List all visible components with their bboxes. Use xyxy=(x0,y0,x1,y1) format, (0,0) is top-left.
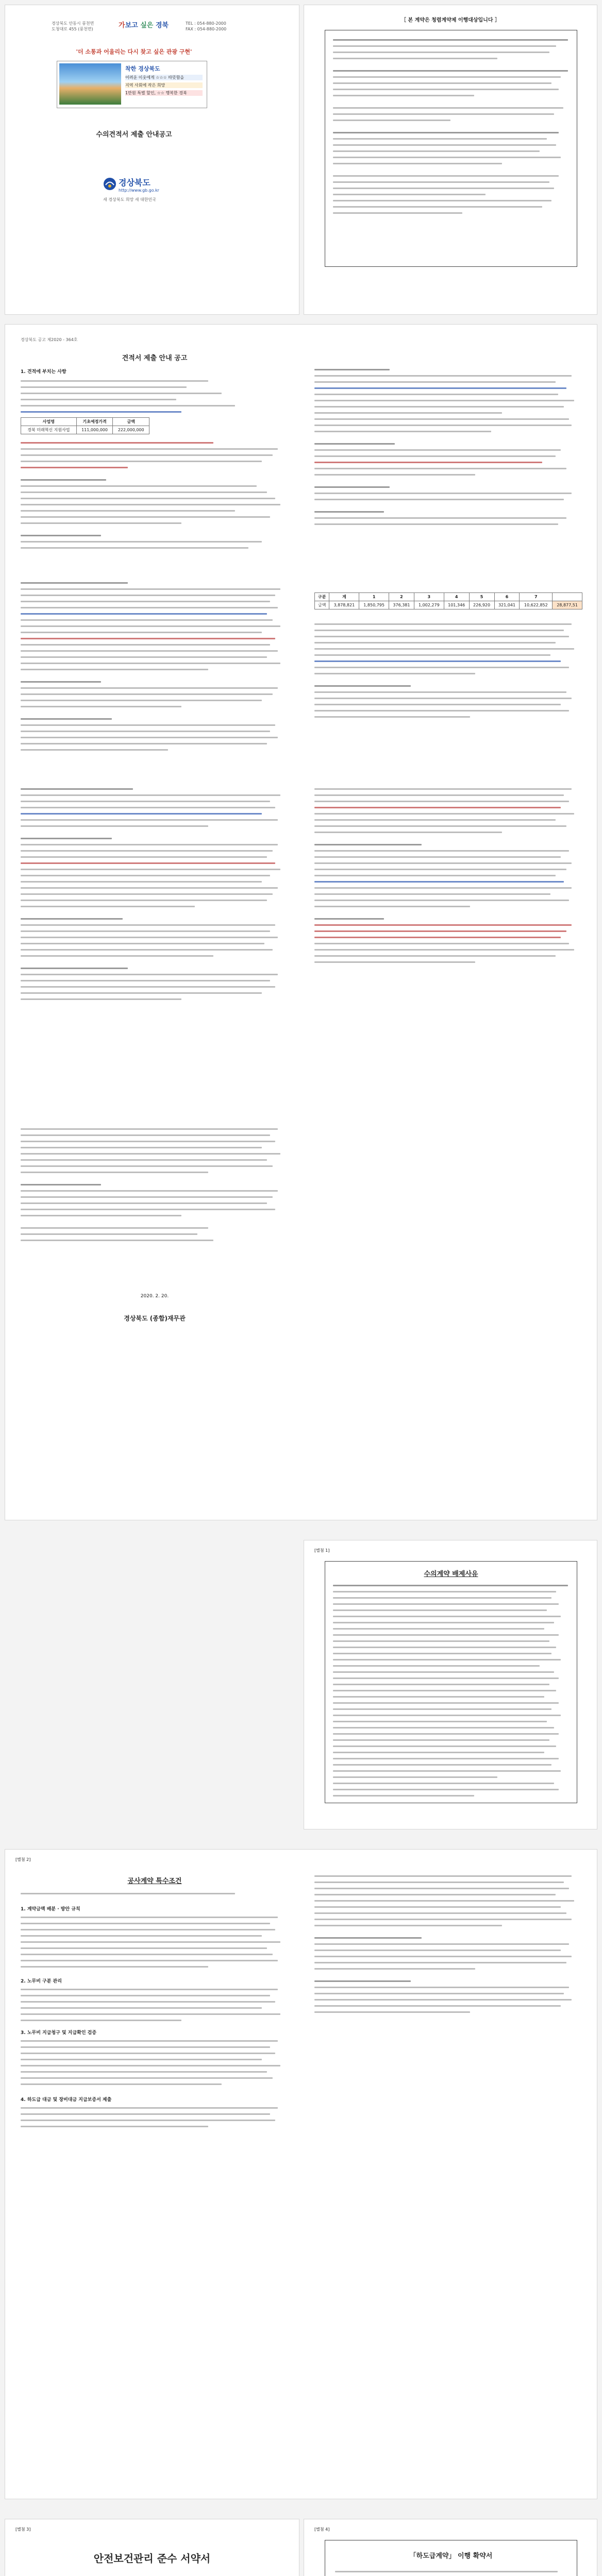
logo-caption: 새 경상북도 희망 새 대한민국 xyxy=(103,197,156,202)
attachment-3-page xyxy=(5,2519,299,2576)
budget-cell: 경북 미래혁신 지원사업 xyxy=(21,426,77,434)
cost-header xyxy=(553,593,582,601)
header-logo-text: 가보고 싶은 경북 xyxy=(119,22,169,29)
integrity-title: ［ 본 계약은 청렴계약제 이행대상입니다 ］ xyxy=(401,18,500,23)
attachment-2-right-text xyxy=(314,1875,582,2018)
logo-url: http://www.gb.go.kr xyxy=(119,188,159,193)
attachment-4-page xyxy=(304,2519,597,2576)
announcement-page xyxy=(5,325,597,1520)
cost-cell: 28,877,51 xyxy=(553,601,582,609)
fax-line: FAX : 054-880-2000 xyxy=(186,27,227,31)
banner-line: 1만원 특별 할인, ☆☆ 행복한 경북 xyxy=(125,90,203,96)
attachment-2-page xyxy=(5,1850,597,2499)
gyeongbuk-emblem-icon xyxy=(103,177,116,191)
attachment-3-label: [별첨 3] xyxy=(15,2527,31,2532)
budget-header: 금액 xyxy=(113,418,149,426)
cost-breakdown-table xyxy=(314,592,582,609)
attachment-1-title: 수의계약 배제사유 xyxy=(424,1570,478,1578)
left-column-text-1 xyxy=(21,380,289,417)
cost-header: 6 xyxy=(494,593,520,601)
left-column-text-5 xyxy=(21,1128,289,1246)
slogan: '더 소통과 어울리는 다시 찾고 싶은 관광 구현' xyxy=(76,48,192,55)
notice-title: 수의견적서 제출 안내공고 xyxy=(96,131,172,139)
attachment-2-text-4 xyxy=(21,2107,289,2132)
cost-cell: 3,878,821 xyxy=(329,601,359,609)
section-1-caption: 1. 견적에 부치는 사항 xyxy=(21,369,66,375)
attachment-1-text xyxy=(333,1585,568,1801)
attachment-2-label: [별첨 2] xyxy=(15,1857,31,1862)
cost-cell: 376,381 xyxy=(389,601,414,609)
header-contact xyxy=(186,21,226,32)
integrity-text xyxy=(333,39,568,218)
attachment-2-sub-3: 3. 노무비 지급청구 및 지급확인 검증 xyxy=(21,2030,97,2036)
header-address xyxy=(52,21,94,32)
integrity-page xyxy=(304,5,597,314)
cost-cell: 226,920 xyxy=(469,601,494,609)
promo-banner xyxy=(57,61,207,108)
attachment-4-text xyxy=(335,2571,567,2576)
signing-date: 2020. 2. 20. xyxy=(140,1294,169,1299)
landscape-photo xyxy=(59,63,121,105)
attachment-1-label: [별첨 1] xyxy=(314,1548,330,1553)
left-column-text-3 xyxy=(21,582,289,755)
right-column-text-3 xyxy=(314,788,582,968)
attachment-1-page xyxy=(304,1540,597,1829)
cost-header: 7 xyxy=(520,593,553,601)
budget-cell: 111,000,000 xyxy=(76,426,113,434)
attachment-3-title: 안전보건관리 준수 서약서 xyxy=(93,2552,211,2565)
cost-cell: 1,850,795 xyxy=(359,601,389,609)
right-column-text-2 xyxy=(314,623,582,722)
budget-header: 기초예정가격 xyxy=(76,418,113,426)
cost-cell: 10,622,852 xyxy=(520,601,553,609)
cost-header: 계 xyxy=(329,593,359,601)
address-line-2: 도청대로 455 (풍천면) xyxy=(52,27,93,31)
attachment-2-sub-4: 4. 하도급 대금 및 장비대금 지급보증서 제출 xyxy=(21,2097,112,2103)
left-column-text-4 xyxy=(21,788,289,1005)
budget-summary-table xyxy=(21,417,149,434)
signing-org: 경상북도 (종합)재무관 xyxy=(124,1315,186,1322)
attachment-2-text-2 xyxy=(21,1989,289,2026)
cost-header: 구분 xyxy=(315,593,329,601)
banner-line: 어려운 이웃에게 ☆☆☆ 따뜻함을 xyxy=(125,75,203,80)
address-line-1: 경상북도 안동시 풍천면 xyxy=(52,21,94,26)
attachment-2-text-1 xyxy=(21,1917,289,1972)
attachment-2-sub-2: 2. 노무비 구분 관리 xyxy=(21,1979,62,1984)
tel-line: TEL : 054-880-2000 xyxy=(186,21,226,26)
cost-header: 4 xyxy=(444,593,469,601)
attachment-2-sub-1: 1. 계약금액 배분 · 방안 규칙 xyxy=(21,1907,80,1912)
cost-cell: 1,002,279 xyxy=(414,601,444,609)
budget-cell: 222,000,000 xyxy=(113,426,149,434)
announcement-ref: 경상북도 공고 제2020 - 364호 xyxy=(21,337,78,342)
right-column-text-1 xyxy=(314,369,582,530)
attachment-2-text-3 xyxy=(21,2040,289,2090)
cost-header: 1 xyxy=(359,593,389,601)
announcement-title: 견적서 제출 안내 공고 xyxy=(122,354,188,362)
banner-lines xyxy=(125,75,203,96)
attachment-2-intro xyxy=(21,1893,289,1899)
attachment-4-label: [별첨 4] xyxy=(314,2527,330,2532)
cost-header: 2 xyxy=(389,593,414,601)
budget-header: 사업명 xyxy=(21,418,77,426)
banner-title: 착한 경상북도 xyxy=(125,65,160,72)
cost-cell: 321,041 xyxy=(494,601,520,609)
logo-name: 경상북도 xyxy=(119,178,150,188)
attachment-4-title: 「하도급계약」 이행 확약서 xyxy=(409,2552,493,2560)
gyeongbuk-logo xyxy=(103,175,175,206)
left-column-text-2 xyxy=(21,442,289,553)
banner-line: 지역 사회에 작은 희망 xyxy=(125,82,203,88)
cost-header: 5 xyxy=(469,593,494,601)
cost-cell: 101,346 xyxy=(444,601,469,609)
cover-page xyxy=(5,5,299,314)
attachment-2-title: 공사계약 특수조건 xyxy=(127,1877,182,1885)
cost-header: 3 xyxy=(414,593,444,601)
cost-cell: 금액 xyxy=(315,601,329,609)
